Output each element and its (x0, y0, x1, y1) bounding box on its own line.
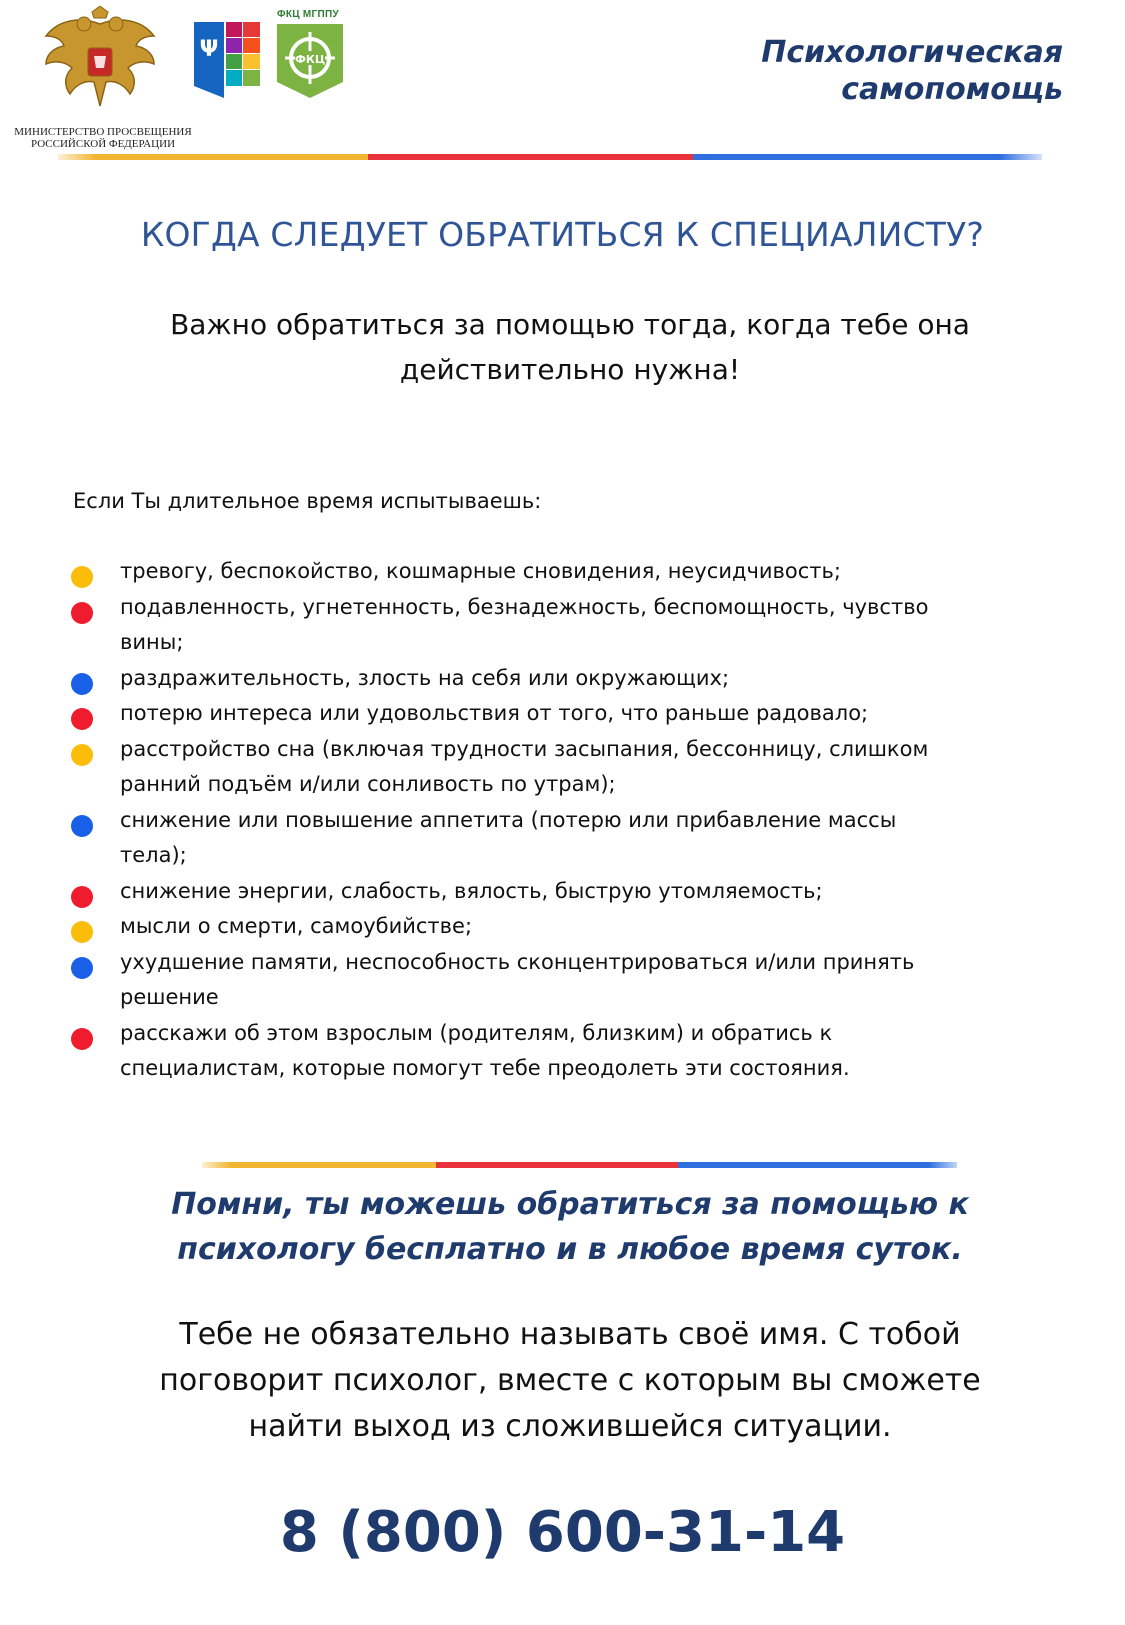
divider-segment-red (368, 154, 693, 160)
list-item (66, 661, 1056, 697)
psi-mosaic-logo-icon (194, 22, 260, 98)
list-item (66, 554, 1056, 590)
bullet-dot-icon (71, 815, 93, 837)
tricolor-divider (202, 1162, 957, 1168)
symptom-list (66, 554, 1056, 1087)
divider-segment-red (436, 1162, 678, 1168)
ministry-line: МИНИСТЕРСТВО ПРОСВЕЩЕНИЯ (14, 126, 192, 138)
list-item-line: специалистам, которые помогут тебе преодолеть эти состояния. (120, 1056, 850, 1080)
anonymity-line: поговорит психолог, вместе с которым вы сможете (159, 1363, 981, 1398)
tricolor-divider (58, 154, 1042, 160)
intro-line: Важно обратиться за помощью тогда, когда тебе она (170, 308, 970, 341)
list-item (66, 803, 1056, 874)
list-item (66, 732, 1056, 803)
bullet-dot-icon (71, 957, 93, 979)
bullet-dot-icon (71, 921, 93, 943)
remember-line: Помни, ты можешь обратиться за помощью к (171, 1187, 969, 1222)
header-title-line: самопомощь (841, 72, 1063, 107)
list-item-line: расскажи об этом взрослым (родителям, близким) и обратись к (120, 1020, 833, 1045)
header-title-line: Психологическая (761, 35, 1063, 70)
divider-segment-yellow (58, 154, 368, 160)
divider-segment-blue (678, 1162, 957, 1168)
bullet-dot-icon (71, 602, 93, 624)
anonymity-note (100, 1312, 1040, 1450)
fkc-badge-text: ФКЦ (294, 53, 326, 66)
list-item (66, 909, 1056, 945)
svg-text:Ψ: Ψ (199, 37, 219, 62)
remember-line: психологу бесплатно и в любое время суток. (177, 1232, 963, 1267)
list-item-line: тревогу, беспокойство, кошмарные сновидения, неусидчивость; (120, 559, 841, 583)
list-item (66, 945, 1056, 1016)
list-item-line: подавленность, угнетенность, безнадежность, беспомощность, чувство (120, 594, 929, 619)
section-title: КОГДА СЛЕДУЕТ ОБРАТИТЬСЯ К СПЕЦИАЛИСТУ? (140, 215, 985, 254)
remember-note (100, 1182, 1040, 1272)
bullet-dot-icon (71, 744, 93, 766)
list-item (66, 1016, 1056, 1087)
divider-segment-blue (693, 154, 1042, 160)
state-emblem-icon (40, 6, 160, 114)
list-item-line: тела); (120, 843, 187, 867)
list-item-line: ранний подъём и/или сонливость по утрам); (120, 772, 616, 796)
list-item-line: раздражительность, злость на себя или окружающих; (120, 665, 730, 690)
bullet-dot-icon (71, 673, 93, 695)
fkc-caption: ФКЦ МГППУ (277, 9, 340, 20)
anonymity-line: Тебе не обязательно называть своё имя. С тобой (179, 1317, 961, 1352)
list-item-line: решение (120, 985, 219, 1009)
list-item-line: потерю интереса или удовольствия от того, что раньше радовало; (120, 701, 869, 725)
list-item (66, 696, 1056, 732)
intro-text (100, 302, 1040, 392)
anonymity-line: найти выход из сложившейся ситуации. (248, 1409, 892, 1444)
list-item (66, 590, 1056, 661)
list-item-line: снижение или повышение аппетита (потерю или прибавление массы (120, 807, 897, 832)
ministry-name (8, 126, 198, 150)
bullet-dot-icon (71, 566, 93, 588)
list-item-line: снижение энергии, слабость, вялость, быструю утомляемость; (120, 878, 823, 903)
bullet-dot-icon (71, 1028, 93, 1050)
hotline-phone-number: 8 (800) 600-31-14 (279, 1500, 846, 1565)
divider-segment-yellow (202, 1162, 436, 1168)
fkc-shield-logo-icon (277, 24, 343, 98)
list-lead: Если Ты длительное время испытываешь: (73, 489, 542, 513)
bullet-dot-icon (71, 708, 93, 730)
list-item-line: вины; (120, 630, 184, 654)
intro-line: действительно нужна! (399, 353, 741, 386)
header-title (761, 34, 1063, 108)
list-item-line: мысли о смерти, самоубийстве; (120, 914, 473, 938)
ministry-line: РОССИЙСКОЙ ФЕДЕРАЦИИ (30, 138, 176, 150)
bullet-dot-icon (71, 886, 93, 908)
list-item (66, 874, 1056, 910)
list-item-line: расстройство сна (включая трудности засыпания, бессонницу, слишком (120, 736, 929, 761)
list-item-line: ухудшение памяти, неспособность сконцентрироваться и/или принять (120, 949, 915, 974)
